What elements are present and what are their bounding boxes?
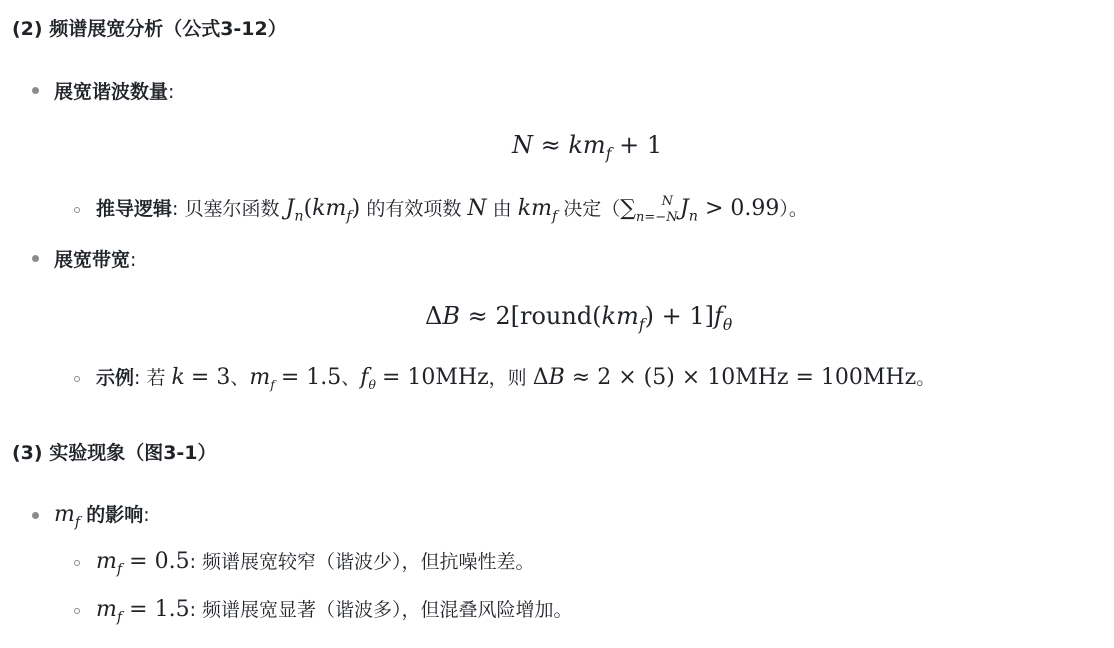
sub-bullet-ring [74, 560, 80, 566]
derivation-text-4: 决定（ [563, 198, 621, 220]
bullet-dot [32, 255, 39, 262]
mf-variable: $m_f$ [54, 502, 81, 531]
mf-item-1: $m_f = 1.5$: 频谱展宽显著（谐波多），但混叠风险增加。 [96, 597, 573, 626]
sub-bullet-ring [74, 207, 80, 213]
harmonic-count-item [54, 77, 174, 104]
harmonic-count-formula: $N \approx km_f + 1$ [512, 131, 663, 163]
mf-value-1: $m_f = 1.5$ [96, 597, 190, 626]
colon: : [143, 504, 150, 526]
sum-expression: ∑n=−NN $J_n > 0.99$ [620, 194, 780, 225]
section-heading-2: (2) 频谱展宽分析（公式3-12） [12, 18, 287, 40]
colon: : [134, 367, 141, 389]
bandwidth-label: 展宽带宽 [54, 249, 131, 271]
mf-effect-label: 的影响 [86, 504, 144, 526]
derivation-text-1: 贝塞尔函数 [184, 198, 280, 220]
mf-text-0: 频谱展宽较窄（谐波少），但抗噪性差。 [202, 551, 535, 573]
mf-value-0: $m_f = 0.5$ [96, 549, 190, 578]
bullet-dot [32, 512, 39, 519]
derivation-text-2: 的有效项数 [366, 198, 462, 220]
sub-bullet-ring [74, 608, 80, 614]
derivation-text-5: ）。 [779, 198, 808, 220]
derivation-text-3: 由 [492, 198, 512, 220]
derivation-item [96, 194, 808, 224]
var-n: N [467, 196, 487, 221]
example-item [96, 363, 935, 390]
colon: : [168, 81, 175, 103]
sub-bullet-ring [74, 376, 80, 382]
colon: : [130, 249, 137, 271]
example-text: 若 k = 3、$m_f = 1.5$、$f_\theta = 10MHz$，则 ΔB ≈ 2 × (5) × 10MHz = 100MHz。 [146, 365, 936, 392]
bandwidth-formula: $\Delta B \approx 2[round(km_f) + 1]f_\theta$ [425, 302, 733, 334]
harmonic-count-label: 展宽谐波数量 [54, 81, 169, 103]
mf-effect-item [54, 500, 150, 531]
bullet-dot [32, 87, 39, 94]
derivation-label: 推导逻辑 [96, 198, 173, 220]
km-expression: $km_f$ [517, 196, 558, 225]
colon: : [172, 198, 179, 220]
mf-item-0: $m_f = 0.5$: 频谱展宽较窄（谐波少），但抗噪性差。 [96, 549, 535, 578]
mf-text-1: 频谱展宽显著（谐波多），但混叠风险增加。 [202, 599, 573, 621]
section-heading-3: (3) 实验现象（图3-1） [12, 442, 217, 464]
bandwidth-item [54, 245, 136, 272]
bessel-expression: $J_n(km_f)$ [285, 196, 361, 225]
example-label: 示例 [96, 367, 135, 389]
